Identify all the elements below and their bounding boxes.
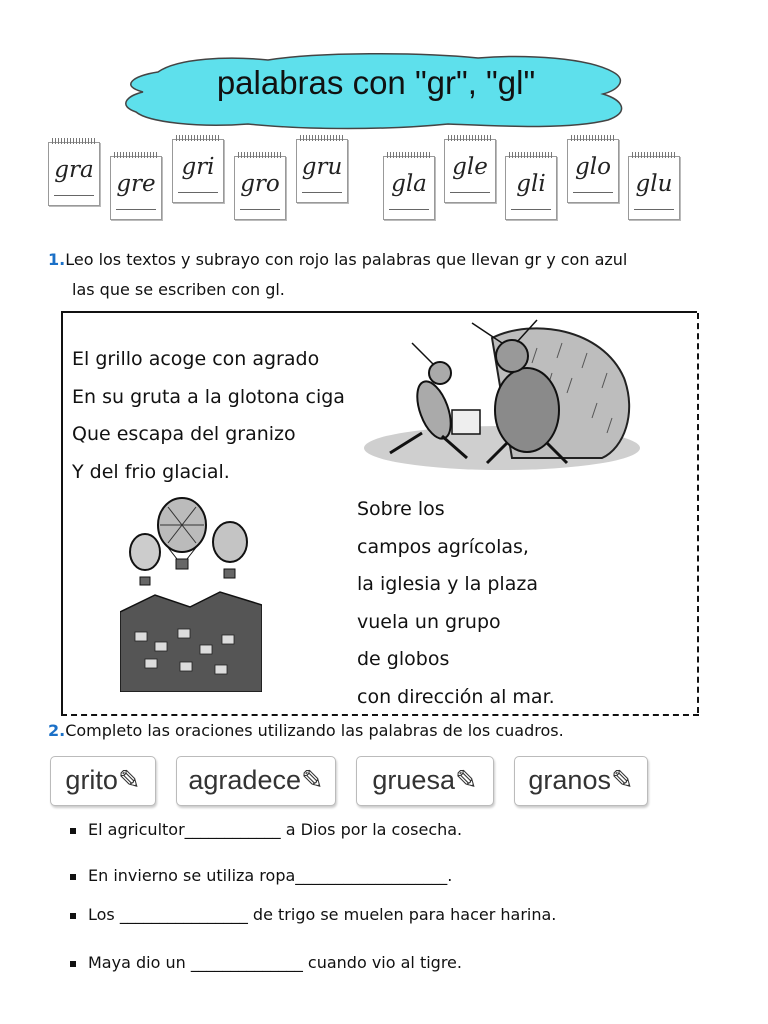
poem-line: la iglesia y la plaza <box>357 573 538 595</box>
word-box-label: agradece <box>188 765 301 795</box>
word-box-label: granos <box>528 765 611 795</box>
syllable-text: glu <box>635 171 673 197</box>
poem-line: con dirección al mar. <box>357 685 555 708</box>
pencil-icon: ✎ <box>300 765 324 795</box>
exercise-1-line-1: Leo los textos y subrayo con rojo las palabras que llevan gr y con azul <box>65 250 628 269</box>
syllable-text: gle <box>452 154 488 180</box>
exercise-1-number: 1. <box>48 250 66 269</box>
poem-line: En su gruta a la glotona ciga <box>72 385 345 408</box>
sentence-text: Maya dio un ______________ cuando vio al tigre. <box>88 953 462 972</box>
exercise-2-instruction <box>48 716 738 746</box>
sentence-item <box>70 820 462 839</box>
syllable-card <box>172 139 224 203</box>
poem-grillo <box>72 341 345 491</box>
exercise-1-line-2: las que se escriben con gl. <box>72 280 285 299</box>
poem-globos <box>357 491 555 716</box>
syllable-text: gru <box>301 154 343 180</box>
pencil-icon: ✎ <box>454 765 478 795</box>
syllable-card <box>444 139 496 203</box>
page-title: palabras con "gr", "gl" <box>216 64 536 101</box>
poem-line: campos agrícolas, <box>357 535 529 558</box>
hot-air-balloons-illustration <box>120 497 262 692</box>
syllable-card <box>383 156 435 220</box>
exercise-2-text: Completo las oraciones utilizando las palabras de los cuadros. <box>65 721 564 740</box>
syllable-card <box>505 156 557 220</box>
pencil-icon: ✎ <box>117 765 141 795</box>
pencil-icon: ✎ <box>610 765 634 795</box>
sentence-text: Los ________________ de trigo se muelen para hacer harina. <box>88 905 557 924</box>
syllable-card <box>48 142 100 206</box>
syllable-text: gri <box>181 154 215 180</box>
syllable-card <box>234 156 286 220</box>
poem-line: de globos <box>357 648 450 670</box>
word-box-label: gruesa <box>372 765 455 795</box>
syllable-text: gra <box>54 157 94 183</box>
poem-line: Y del frio glacial. <box>72 460 230 483</box>
syllable-card <box>567 139 619 203</box>
syllable-text: gre <box>116 171 156 197</box>
syllable-card <box>628 156 680 220</box>
word-box-grito <box>50 756 156 806</box>
syllable-card <box>110 156 162 220</box>
exercise-1-instruction <box>48 245 738 305</box>
syllable-text: glo <box>575 154 611 180</box>
syllable-text: gla <box>391 171 427 197</box>
syllable-text: gro <box>240 171 280 197</box>
poem-line: Que escapa del granizo <box>72 423 296 445</box>
sentence-item <box>70 905 556 924</box>
sentence-text: En invierno se utiliza ropa___________________. <box>88 866 453 885</box>
exercise-2-number: 2. <box>48 721 66 740</box>
word-box-gruesa <box>356 756 494 806</box>
sentence-item <box>70 866 452 885</box>
word-box-agradece <box>176 756 336 806</box>
word-box-label: grito <box>65 765 118 795</box>
poem-line: El grillo acoge con agrado <box>72 348 320 370</box>
sentence-text: El agricultor____________ a Dios por la cosecha. <box>88 820 463 839</box>
syllable-text: gli <box>516 171 546 197</box>
poem-line: Sobre los <box>357 498 445 520</box>
word-box-granos <box>514 756 648 806</box>
syllable-card <box>296 139 348 203</box>
sentence-item <box>70 953 462 972</box>
cricket-illustration <box>362 318 642 470</box>
poem-line: vuela un grupo <box>357 610 501 633</box>
